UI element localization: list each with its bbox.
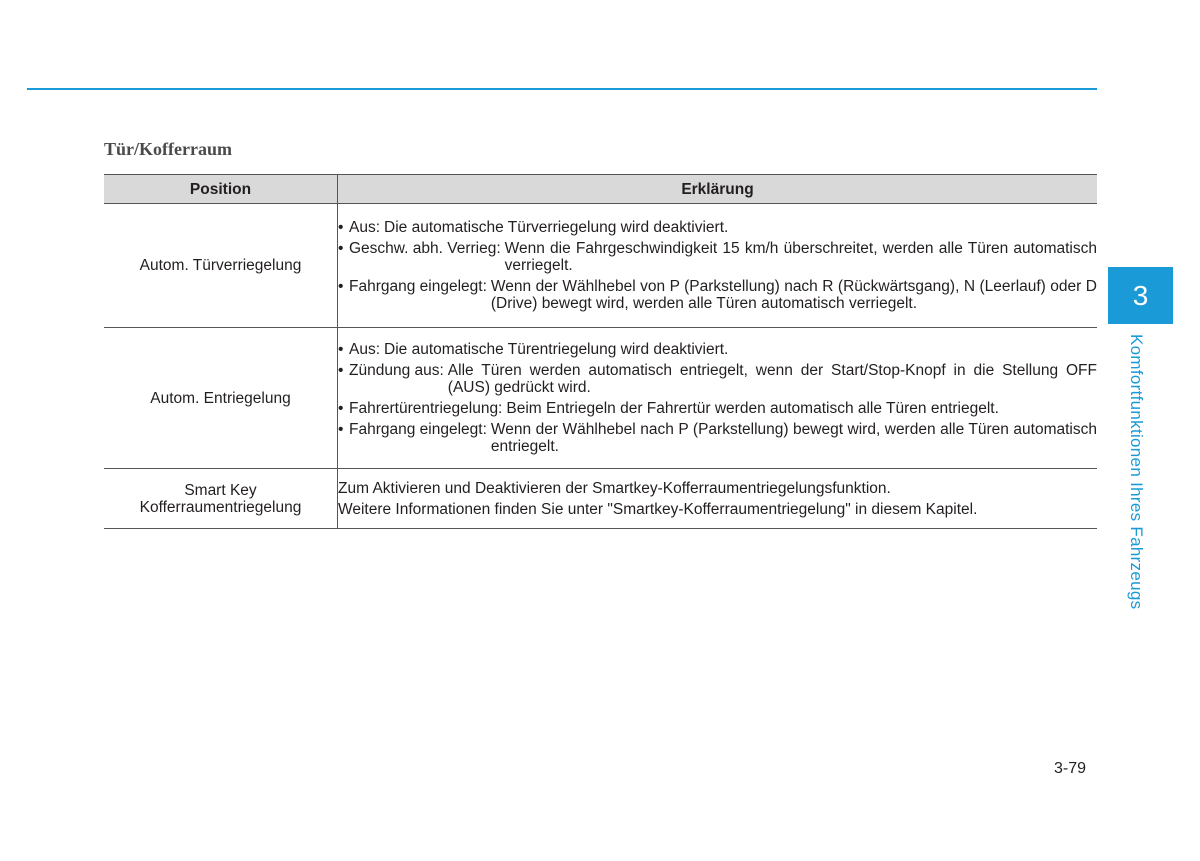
section-title: Tür/Kofferraum bbox=[104, 139, 232, 159]
bullet: • bbox=[338, 400, 344, 417]
bullet: • bbox=[338, 341, 344, 358]
chapter-title: Komfortfunktionen Ihres Fahrzeugs bbox=[1127, 334, 1146, 610]
list-item bbox=[338, 219, 1097, 236]
table-row bbox=[104, 469, 1097, 529]
explanation-cell bbox=[338, 204, 1098, 328]
position-cell bbox=[104, 469, 338, 529]
item-description: Wenn der Wählhebel nach P (Parkstellung) bewegt wird, werden alle Türen automatisch entriegelt. bbox=[490, 421, 1097, 455]
explanation-line: Zum Aktivieren und Deaktivieren der Smartkey-Kofferraumentriegelungsfunktion. bbox=[338, 479, 891, 497]
item-description: Wenn die Fahrgeschwindigkeit 15 km/h überschreitet, werden alle Türen automatisch verriegelt. bbox=[504, 240, 1097, 274]
list-item bbox=[338, 421, 1097, 455]
item-term: Aus: bbox=[349, 341, 381, 358]
table-header-row bbox=[104, 175, 1097, 204]
explanation-cell bbox=[338, 469, 1098, 529]
explanation-cell bbox=[338, 328, 1098, 469]
item-description: Beim Entriegeln der Fahrertür werden automatisch alle Türen entriegelt. bbox=[506, 400, 999, 417]
item-description: Die automatische Türverriegelung wird deaktiviert. bbox=[384, 219, 729, 236]
position-cell: Autom. Türverriegelung bbox=[104, 204, 338, 328]
item-description: Die automatische Türentriegelung wird deaktiviert. bbox=[384, 341, 729, 358]
settings-table bbox=[104, 174, 1097, 529]
bullet: • bbox=[338, 278, 344, 295]
item-term: Fahrgang eingelegt: bbox=[349, 421, 487, 438]
chapter-number-tab: 3 bbox=[1108, 267, 1173, 324]
list-item bbox=[338, 240, 1097, 274]
bullet: • bbox=[338, 240, 344, 257]
column-header-explanation: Erklärung bbox=[338, 175, 1098, 204]
page-number: 3-79 bbox=[1054, 760, 1087, 777]
position-line: Smart Key bbox=[184, 481, 257, 499]
bullet: • bbox=[338, 219, 344, 236]
item-term: Aus: bbox=[349, 219, 381, 236]
top-rule bbox=[27, 88, 1097, 90]
bullet: • bbox=[338, 421, 344, 438]
explanation-line: Weitere Informationen finden Sie unter "Smartkey-Kofferraumentriegelung" in diesem Kapitel. bbox=[338, 500, 978, 518]
list-item bbox=[338, 341, 1097, 358]
item-term: Zündung aus: bbox=[349, 362, 444, 379]
list-item bbox=[338, 400, 1097, 417]
list-item bbox=[338, 362, 1097, 396]
item-term: Fahrertürentriegelung: bbox=[349, 400, 503, 417]
column-header-position: Position bbox=[104, 175, 338, 204]
item-term: Geschw. abh. Verrieg: bbox=[349, 240, 501, 257]
table-row bbox=[104, 204, 1097, 328]
item-description: Alle Türen werden automatisch entriegelt, wenn der Start/Stop-Knopf in die Stellung OFF (AUS) gedrückt wird. bbox=[447, 362, 1097, 396]
position-cell: Autom. Entriegelung bbox=[104, 328, 338, 469]
item-term: Fahrgang eingelegt: bbox=[349, 278, 487, 295]
table-row bbox=[104, 328, 1097, 469]
bullet: • bbox=[338, 362, 344, 379]
position-line: Kofferraumentriegelung bbox=[139, 498, 302, 516]
list-item bbox=[338, 278, 1097, 312]
item-description: Wenn der Wählhebel von P (Parkstellung) nach R (Rückwärtsgang), N (Leerlauf) oder D (Drive) bewegt wird, werden alle Türen automatisch verriegelt. bbox=[490, 278, 1097, 312]
